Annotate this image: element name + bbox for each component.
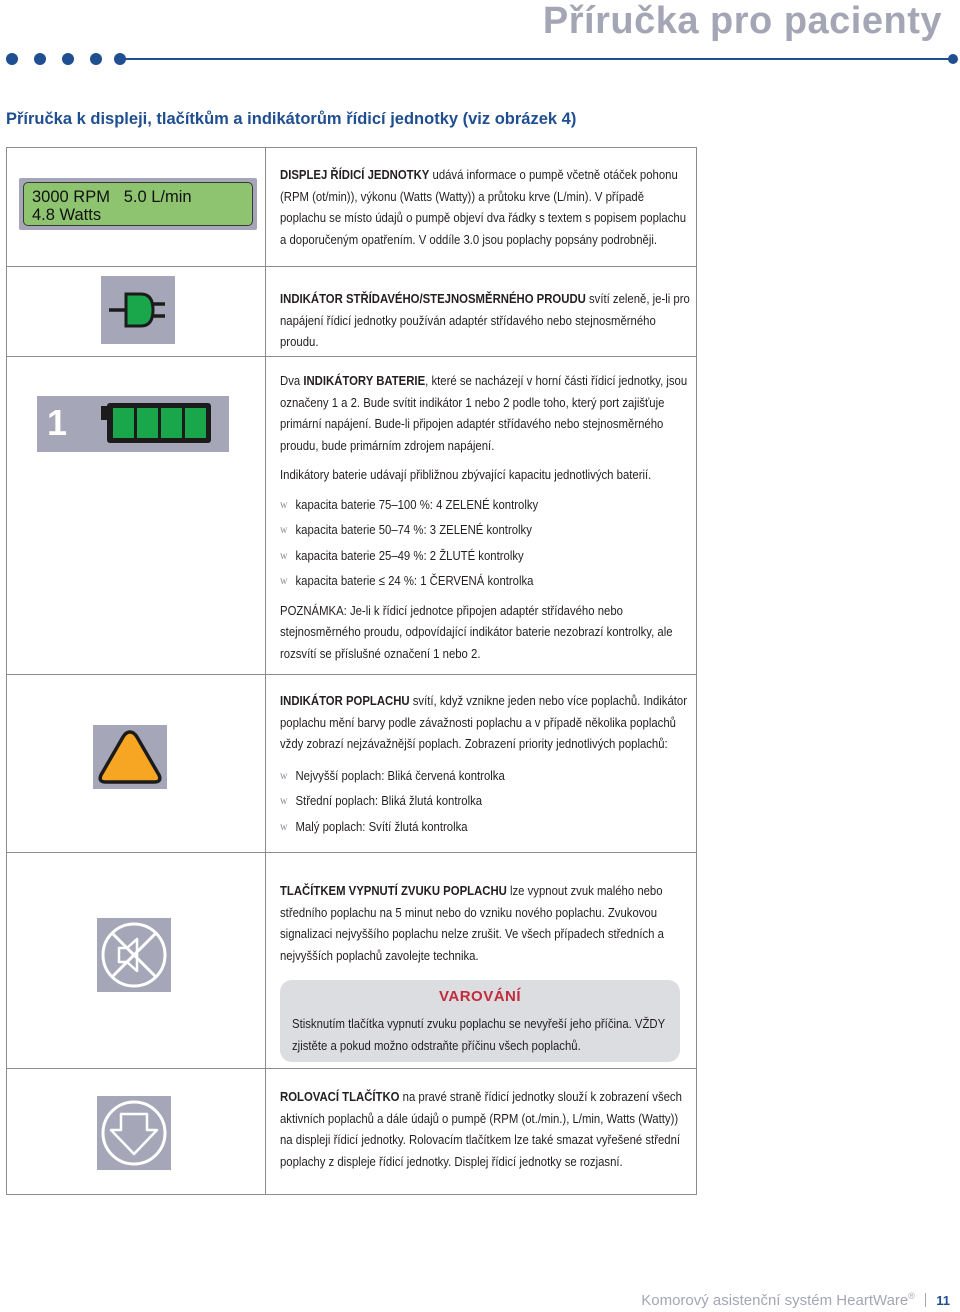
battery-intro-text: , které se nacházejí v horní části řídicí jednotky, jsou označeny 1 a 2. Bude svítit indikátor 1 nebo 2 podle toho, který port zajišťuje primární napájení. Bude-li připojen adaptér střídavého nebo stejnosměrného proudu, bude primárním zdrojem napájení.: [280, 373, 688, 453]
lcd-screen: [23, 182, 253, 226]
list-item: [280, 816, 693, 838]
table-row-scroll: [7, 1068, 696, 1194]
display-text: udává informace o pumpě včetně otáček pohonu (RPM (ot/min)), výkonu (Watts (Watty)) a průtoku krve (L/min). V případě poplachu se místo údajů o pumpě objeví dva řádky s textem s popisem poplachu a doporučeným opatřením. V oddíle 3.0 jsou poplachy popsány podrobněji.: [280, 167, 687, 247]
acdc-text: svítí zeleně, je-li pro napájení řídicí jednotky používán adaptér střídavého nebo stejnosměrného proudu.: [280, 291, 690, 349]
icon-cell: [7, 1068, 266, 1194]
battery-heading: INDIKÁTORY BATERIE: [303, 373, 426, 388]
scroll-text: na pravé straně řídicí jednotky slouží k zobrazení všech aktivních poplachů a dále údajů o pumpě (RPM (ot./min.), L/min, Watts (Watty)) na displeji řídicí jednotky. Rolovacím tlačítkem lze také smazat vyřešené střední poplachy z displeje řídicí jednotky. Displej řídicí jednotky se rozjasní.: [280, 1089, 682, 1169]
list-item: [280, 545, 693, 567]
battery-indicator-icon: [37, 396, 229, 452]
bullet-marker: w: [280, 522, 288, 536]
battery-intro: [280, 370, 693, 456]
battery-number-label: 1: [47, 402, 68, 443]
rule-dot: [6, 53, 18, 65]
mute-description: [280, 880, 693, 966]
alarm-text: svítí, když vznikne jeden nebo více poplachů. Indikátor poplachu mění barvy podle závažnosti poplachu a v případě několika poplachů vždy zobrazí nejzávažnější poplach. Zobrazení priority jednotlivých poplachů:: [280, 693, 687, 751]
alarm-description: [280, 690, 693, 841]
rule-dot: [948, 54, 958, 64]
bullet-marker: w: [280, 496, 288, 511]
table-row-alarm: [7, 674, 696, 853]
warning-title: VAROVÁNÍ: [438, 988, 522, 1005]
table-row-mute: [7, 852, 696, 1069]
acdc-heading: INDIKÁTOR STŘÍDAVÉHO/STEJNOSMĚRNÉHO PROUDU: [280, 291, 586, 306]
mute-text: lze vypnout zvuk malého nebo středního poplachu na 5 minut nebo do vzniku nového poplachu. Zvukovou signalizaci nejvyššího poplachu nelze zrušit. Ve všech případech středních a nejvyšších poplachů zavolejte technika.: [280, 883, 664, 963]
section-title: Příručka k displeji, tlačítkům a indikátorům řídicí jednotky (viz obrázek 4): [6, 110, 577, 128]
bullet-text: Malý poplach: Svítí žlutá kontrolka: [295, 818, 468, 834]
power-plug-icon: [101, 276, 175, 344]
lcd-line-1: 3000 RPM 5.0 L/min: [32, 188, 192, 206]
page-number: 11: [936, 1293, 950, 1308]
lcd-line-2: 4.8 Watts: [32, 206, 102, 224]
page-footer: [641, 1291, 950, 1309]
bullet-text: kapacita baterie 25–49 %: 2 ŽLUTÉ kontrolky: [295, 547, 524, 563]
icon-cell: [7, 674, 266, 852]
bullet-text: kapacita baterie 75–100 %: 4 ZELENÉ kontrolky: [295, 496, 539, 512]
scroll-button-icon: [97, 1096, 171, 1170]
alarm-mute-button-icon: [97, 918, 171, 992]
rule-line: [120, 58, 952, 60]
bullet-text: kapacita baterie 50–74 %: 3 ZELENÉ kontrolky: [295, 522, 532, 537]
list-item: [280, 519, 693, 541]
bullet-text: kapacita baterie ≤ 24 %: 1 ČERVENÁ kontrolka: [295, 573, 534, 588]
display-heading: DISPLEJ ŘÍDICÍ JEDNOTKY: [280, 167, 430, 182]
warning-text: Stisknutím tlačítka vypnutí zvuku poplachu se nevyřeší jeho příčina. VŽDY zjistěte a pokud možno odstraňte příčinu všech poplachů.: [292, 1016, 665, 1053]
battery-note: POZNÁMKA: Je-li k řídicí jednotce připojen adaptér střídavého nebo stejnosměrného proudu, odpovídající indikátor baterie nezobrazí kontrolky, ale rozsvítí se příslušné označení 1 nebo 2.: [280, 602, 673, 661]
icon-cell: [7, 852, 266, 1068]
bullet-text: Nejvyšší poplach: Bliká červená kontrolka: [295, 767, 505, 783]
list-item: [280, 790, 693, 812]
reference-table: [6, 147, 697, 1195]
list-item: [280, 494, 693, 516]
display-description: [280, 164, 693, 250]
list-item: [280, 570, 693, 592]
list-item: [280, 765, 693, 787]
icon-cell: [7, 266, 266, 356]
footer-separator: [925, 1293, 926, 1307]
warning-box: [280, 980, 680, 1062]
bullet-marker: w: [280, 547, 288, 562]
bullet-marker: w: [280, 573, 288, 587]
rule-dot: [90, 53, 102, 65]
mute-heading: TLAČÍTKEM VYPNUTÍ ZVUKU POPLACHU: [280, 883, 507, 898]
battery-description: [280, 370, 693, 672]
table-row-display: [7, 148, 696, 267]
alarm-heading: INDIKÁTOR POPLACHU: [280, 693, 410, 708]
scroll-heading: ROLOVACÍ TLAČÍTKO: [280, 1089, 400, 1104]
footer-text: Komorový asistenční systém HeartWare: [641, 1292, 909, 1309]
alarm-indicator-icon: [93, 725, 167, 789]
battery-para: Indikátory baterie udávají přibližnou zbývající kapacitu jednotlivých baterií.: [280, 467, 652, 482]
page-header-title: Příručka pro pacienty: [542, 0, 942, 42]
bullet-text: Střední poplach: Bliká žlutá kontrolka: [295, 793, 483, 808]
bullet-marker: w: [280, 767, 288, 782]
battery-intro-pre: Dva: [280, 373, 304, 388]
table-row-battery: [7, 356, 696, 675]
lcd-display-icon: [19, 178, 257, 230]
scroll-description: [280, 1086, 693, 1172]
table-row-acdc: [7, 266, 696, 357]
icon-cell: [7, 148, 266, 266]
alarm-intro: [280, 690, 693, 755]
bullet-marker: w: [280, 793, 288, 807]
icon-cell: [7, 356, 266, 674]
bullet-marker: w: [280, 818, 288, 833]
footer-reg: ®: [908, 1291, 915, 1301]
rule-dot: [62, 53, 74, 65]
acdc-description: [280, 288, 693, 353]
header-dot-rule: [0, 51, 960, 65]
rule-dot: [34, 53, 46, 65]
